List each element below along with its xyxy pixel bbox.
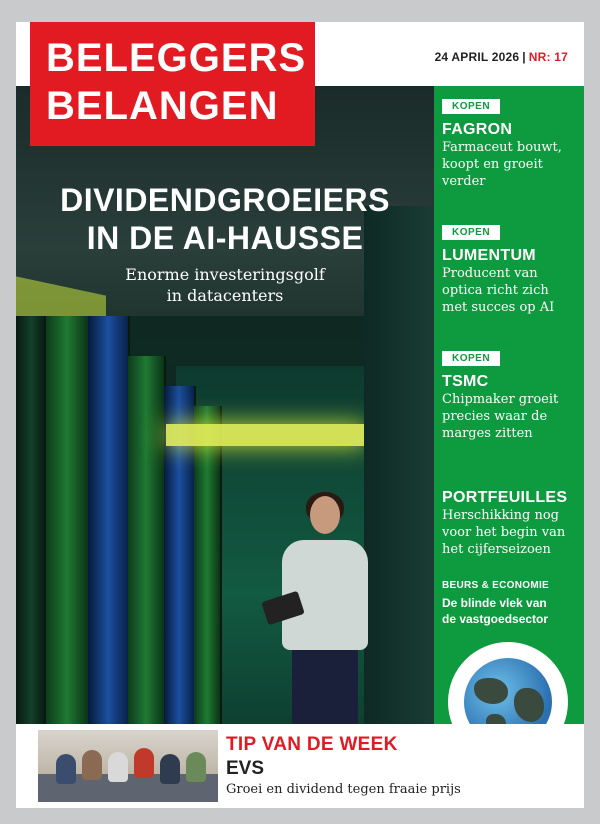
cover-headline-line2: IN DE AI-HAUSSE [86, 220, 364, 256]
server-rack [194, 406, 222, 742]
tip-photo [38, 730, 218, 802]
tip-label: TIP VAN DE WEEK [226, 734, 398, 755]
cover-subline-line1: Enorme investeringsgolf [125, 265, 325, 284]
sidebar-item-lumentum [442, 222, 582, 316]
buy-badge: KOPEN [442, 99, 500, 114]
logo-line2: BELANGEN [46, 84, 279, 128]
issue-date: 24 APRIL 2026 [434, 50, 520, 64]
item-desc-line: Chipmaker groeit [442, 392, 559, 407]
feature-title: BEURS & ECONOMIE [442, 580, 550, 591]
item-title: FAGRON [442, 121, 513, 138]
item-desc-line: koopt en groeit [442, 157, 543, 172]
logo-line1: BELEGGERS [46, 36, 307, 80]
sidebar [434, 86, 584, 742]
issue-number: NR: 17 [528, 50, 568, 64]
logo [30, 22, 315, 146]
item-desc-line: precies waar de [442, 409, 548, 424]
item-title: PORTFEUILLES [442, 489, 568, 506]
ceiling-light [166, 424, 366, 446]
issue-info [435, 50, 568, 64]
magazine-cover [16, 22, 584, 808]
item-desc-line: Farmaceut bouwt, [442, 140, 562, 155]
item-desc-line: optica richt zich [442, 283, 549, 298]
tip-strip [16, 724, 584, 808]
item-title: LUMENTUM [442, 247, 536, 264]
tip-desc: Groei en dividend tegen fraaie prijs [226, 782, 461, 797]
buy-badge: KOPEN [442, 225, 500, 240]
sidebar-item-portfeuilles [442, 482, 582, 558]
item-desc-line: Herschikking nog [442, 508, 559, 523]
issue-separator: | [522, 50, 526, 64]
item-desc-line: voor het begin van [442, 525, 566, 540]
sidebar-item-tsmc [442, 348, 582, 442]
server-rack [16, 316, 48, 742]
item-desc-line: met succes op AI [442, 300, 555, 315]
server-rack [46, 316, 90, 742]
item-desc-line: verder [442, 174, 486, 189]
server-rack [128, 356, 166, 742]
sidebar-item-fagron [442, 96, 582, 190]
item-desc-line: het cijferseizoen [442, 542, 551, 557]
woman-with-tablet [264, 496, 384, 742]
feature-desc-line: De blinde vlek van [442, 596, 547, 610]
feature-desc-line: de vastgoedsector [442, 612, 549, 626]
cover-subline-line2: in datacenters [166, 286, 284, 305]
item-desc-line: marges zitten [442, 426, 533, 441]
server-rack [88, 316, 130, 742]
sidebar-feature [442, 580, 582, 627]
buy-badge: KOPEN [442, 351, 500, 366]
item-title: TSMC [442, 373, 489, 390]
item-desc-line: Producent van [442, 266, 538, 281]
tip-name: EVS [226, 758, 265, 779]
cover-headline-line1: DIVIDENDGROEIERS [60, 182, 390, 218]
